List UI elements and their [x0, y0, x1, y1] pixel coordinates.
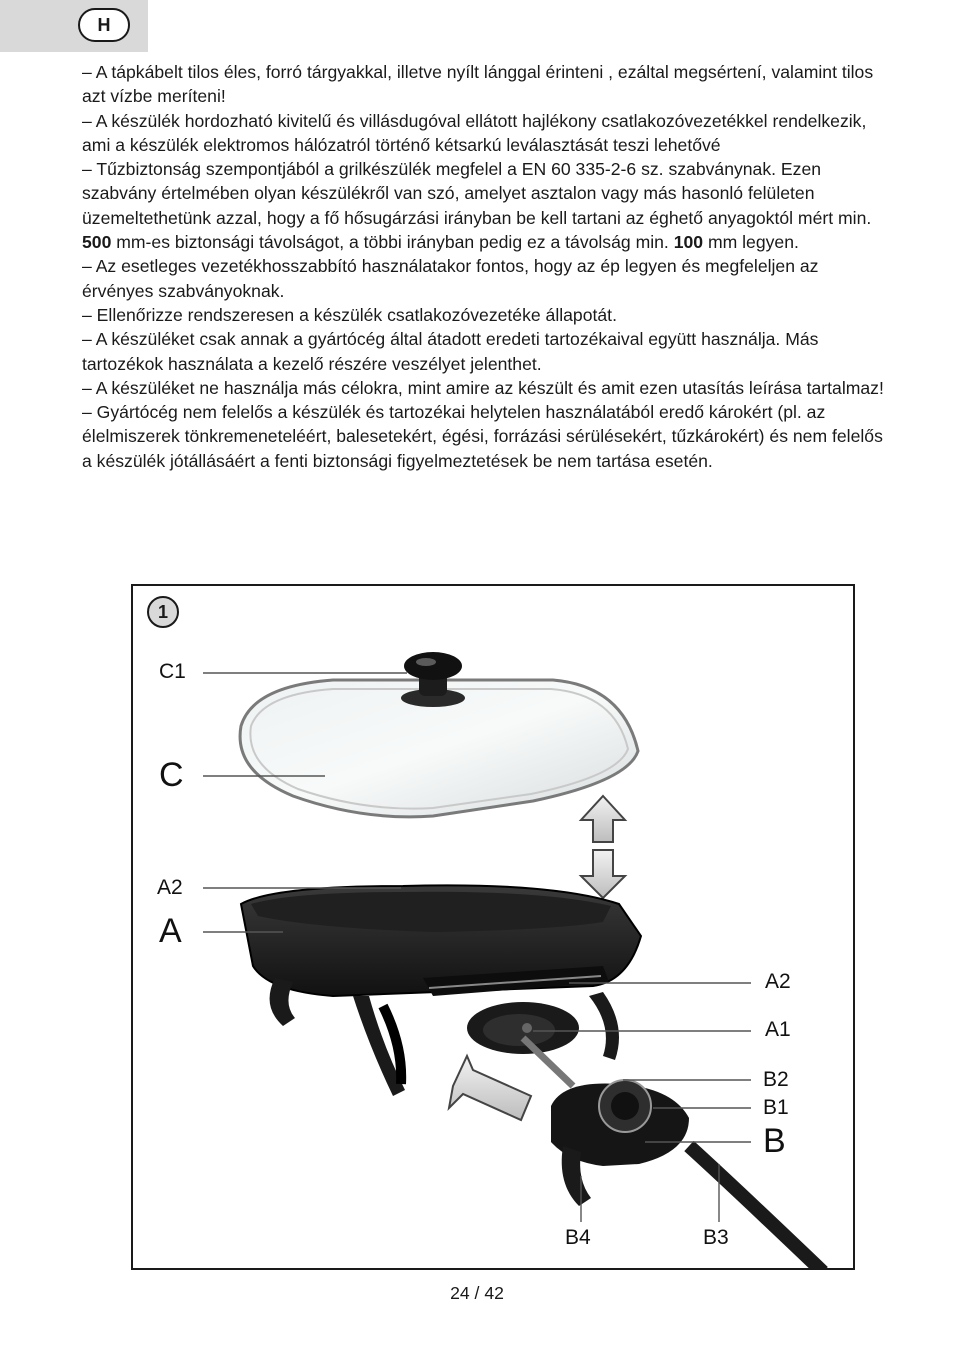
glass-lid [240, 652, 638, 817]
bullet-text-end: mm legyen. [703, 232, 799, 253]
bullet-item [62, 254, 892, 303]
page-number: 24 / 42 [450, 1283, 504, 1303]
bullet-text: – Az esetleges vezetékhosszabbító használatakor fontos, hogy az ép legyen és megfeleljen az érvényes szabványoknak. [82, 256, 819, 301]
label-b1: B1 [763, 1096, 789, 1119]
label-a2-right: A2 [765, 970, 791, 993]
bullet-item [62, 376, 892, 400]
bullet-item [62, 60, 892, 109]
distance-other: 100 [673, 232, 704, 253]
label-c1: C1 [159, 660, 186, 683]
bullet-item [62, 157, 892, 254]
label-a1: A1 [765, 1018, 791, 1041]
bullet-text: – A tápkábelt tilos éles, forró tárgyakkal, illetve nyílt lánggal érinteni , ezáltal megsértení, valamint tilos azt vízbe meríteni! [82, 62, 874, 107]
distance-main: 500 [82, 232, 112, 253]
bullet-text: – Gyártócég nem felelős a készülék és tartozékai helytelen használatából eredő károkért (pl. az élelmiszerek tönkremeneteléért, balesetekért, égési, forrázási sérülésekért, tűzkárokért) és nem felelős a készülék jótállásáért a fenti biztonsági figyelmeztetések be nem tartása esetén. [82, 402, 883, 471]
grill-pan [241, 885, 641, 1096]
bullet-text-mid: mm-es biztonsági távolságot, a többi irányban pedig ez a távolság min. [111, 232, 674, 253]
language-badge: H [78, 8, 130, 42]
insert-arrow [449, 1056, 531, 1120]
product-diagram [131, 584, 855, 1270]
lift-arrows [581, 796, 625, 898]
label-b3: B3 [703, 1226, 729, 1249]
label-a: A [159, 912, 182, 950]
label-b4: B4 [565, 1226, 591, 1249]
bullet-item [62, 327, 892, 376]
safety-instructions [62, 60, 892, 473]
bullet-item [62, 109, 892, 158]
bullet-text: – A készüléket ne használja más célokra, mint amire az készült és amit ezen utasítás leírása tartalmaz! [82, 377, 884, 398]
bullet-text: – A készülék hordozható kivitelű és villásdugóval ellátott hajlékony csatlakozóvezetékkel rendelkezik, ami a készülék elektromos hálózatról történő kétsarkú leválasztását teszi lehetővé [82, 110, 867, 155]
figure-number: 1 [147, 596, 179, 628]
label-b2: B2 [763, 1068, 789, 1091]
label-b: B [763, 1122, 786, 1160]
bullet-text: – Ellenőrizze rendszeresen a készülék csatlakozóvezetéke állapotát. [82, 304, 617, 325]
bullet-item [62, 400, 892, 473]
label-a2-left: A2 [157, 876, 183, 899]
diagram-illustration [133, 586, 855, 1270]
language-tab [0, 0, 148, 52]
bullet-text: – A készüléket csak annak a gyártócég által átadott eredeti tartozékaival együtt használja. Más tartozékok használata a kezelő részére veszélyet jelenthet. [82, 329, 819, 374]
bullet-text-start: – Tűzbiztonság szempontjából a grilkészülék megfelel a EN 60 335-2-6 sz. szabványnak. Ezen szabvány értelmében olyan készülékről van szó, amelyet asztalon vagy más hasonló felületen üzemeltethetünk azzal, hogy a fő hősugárzási irányban be kell tartani az éghető anyagoktól mért min. [82, 159, 872, 228]
bullet-item [62, 303, 892, 327]
label-c: C [159, 756, 184, 794]
